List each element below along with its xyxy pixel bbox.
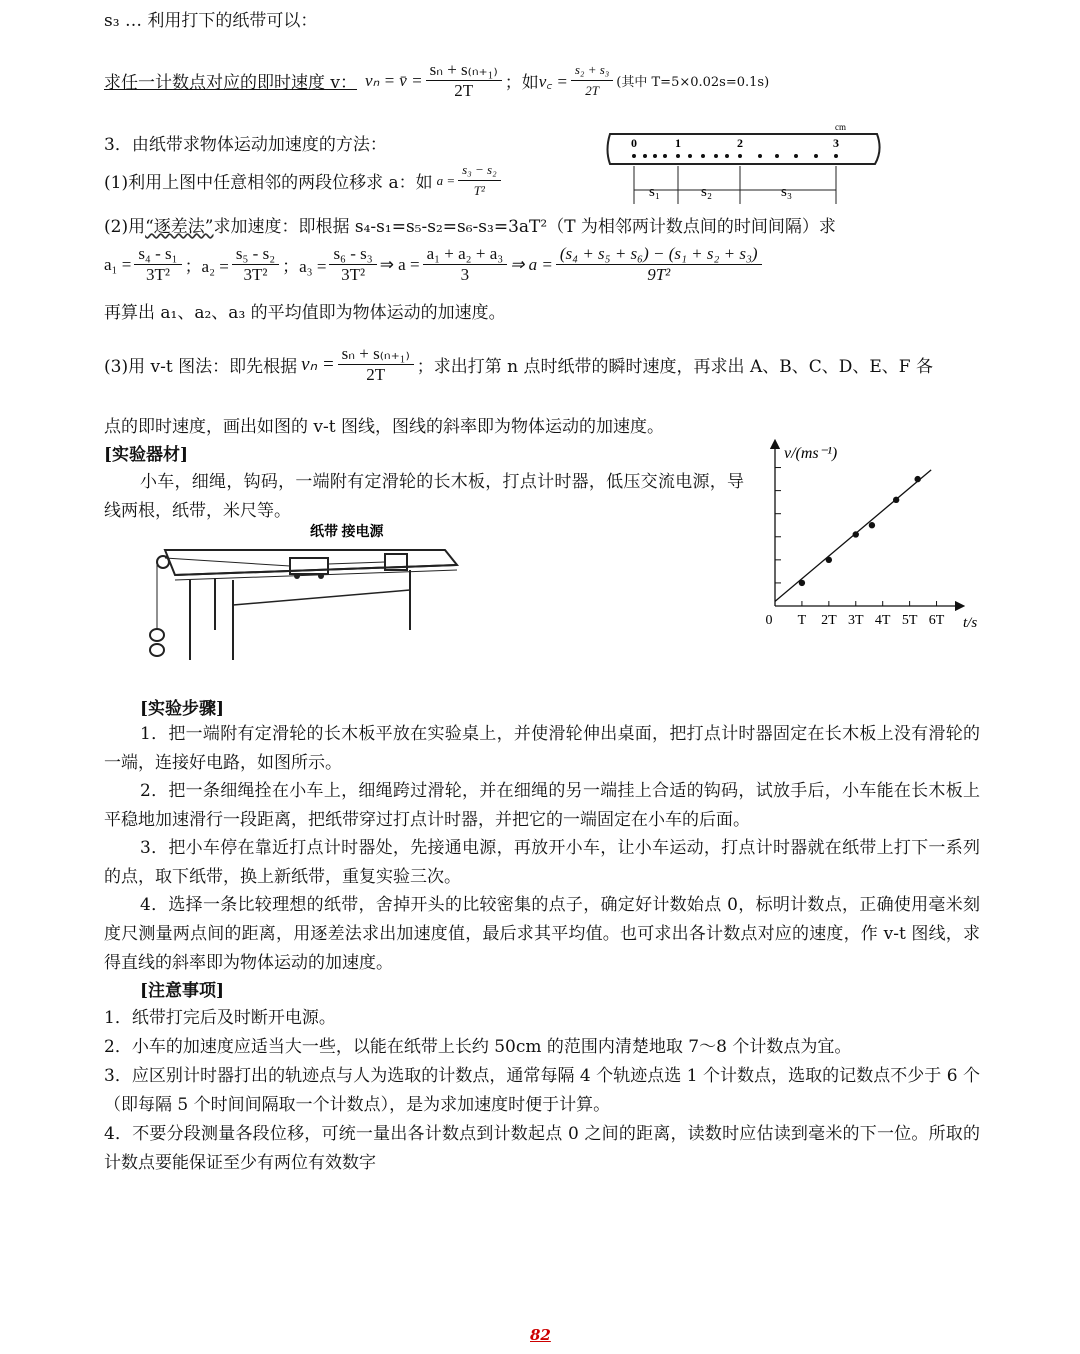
note-3: 3．应区别计时器打出的轨迹点与人为选取的计数点，通常每隔 4 个轨迹点选 1 个计数点，选取的记数点不少于 6 个（即每隔 5 个时间间隔取一个计数点），是为求加速度时便于计算。 <box>104 1066 980 1115</box>
method3-num: sₙ + s₍ₙ₊₁₎ <box>338 344 414 365</box>
final-num: (s₄ + s₅ + s₆) − (s₁ + s₂ + s₃) <box>556 244 762 265</box>
method2-prefix: (2)用 <box>104 217 146 237</box>
weight-1 <box>150 629 164 641</box>
final-den: 9T² <box>647 265 671 284</box>
a2-lhs: ；a₂ = <box>184 257 229 276</box>
a2-num: s₅ - s₂ <box>232 244 279 265</box>
page-number: 82 <box>530 1326 551 1344</box>
vc-lhs: v꜀ = <box>538 72 568 91</box>
method1-num: s₃ − s₂ <box>458 160 500 181</box>
method2-line <box>104 212 836 237</box>
materials-title: [实验器材] <box>104 445 189 465</box>
a1-lhs: a₁ = <box>104 254 132 274</box>
data-point <box>853 531 859 537</box>
method3-lhs: vₙ = <box>301 354 335 375</box>
a1-num: s₄ - s₁ <box>134 244 181 265</box>
avg-den: 3 <box>460 265 470 284</box>
vc-num: s₂ + s₃ <box>571 60 613 81</box>
x-tick-label: 5T <box>901 613 918 628</box>
method3-prefix: (3)用 v-t 图法：即先根据 <box>104 357 298 377</box>
y-axis-label: v/(ms⁻¹) <box>784 445 838 462</box>
avg-num: a₁ + a₂ + a₃ <box>423 244 508 265</box>
tape-segment-s3: s₃ <box>781 184 793 200</box>
apparatus-label: 纸带 接电源 <box>310 525 384 540</box>
vc-den: 2T <box>585 83 599 98</box>
method3-rest: ；求出打第 n 点时纸带的瞬时速度，再求出 A、B、C、D、E、F 各 <box>416 357 933 377</box>
x-tick-label: 3T <box>847 613 864 628</box>
step-2: 2．把一条细绳拴在小车上，细绳跨过滑轮，并在细绳的另一端挂上合适的钩码，试放手后，小车能在长木板上平稳地加速滑行一段距离，把纸带穿过打点计时器，并把它的一端固定在小车的后面。 <box>104 781 980 830</box>
arrow1: ⇒ a = <box>379 254 420 274</box>
tape-segment-s1: s₁ <box>649 184 661 200</box>
weight-2 <box>150 644 164 656</box>
data-point <box>914 476 920 482</box>
method3-fraction <box>338 344 414 385</box>
vc-fraction <box>571 60 613 101</box>
step-1: 1．把一端附有定滑轮的长木板平放在实验桌上，并使滑轮伸出桌面，把打点计时器固定在长木板上没有滑轮的一端，连接好电路，如图所示。 <box>104 724 980 773</box>
tape-dots <box>632 154 838 158</box>
pulley <box>157 556 169 568</box>
velocity-label: 求任一计数点对应的即时速度 v： <box>104 73 358 93</box>
materials-text: 小车，细绳，钩码，一端附有定滑轮的长木板，打点计时器，低压交流电源，导线两根，纸带，米尺等。 <box>104 472 744 521</box>
a3-fraction <box>329 244 376 285</box>
a3-num: s₆ - s₃ <box>329 244 376 265</box>
data-point <box>869 522 875 528</box>
method3-line2: 点的即时速度，画出如图的 v-t 图线，图线的斜率即为物体运动的加速度。 <box>104 417 664 437</box>
arrow2: ⇒ a = <box>510 254 553 274</box>
paper-tape-diagram <box>605 120 885 212</box>
velocity-den: 2T <box>454 81 474 100</box>
velocity-mid: ；如 <box>504 73 539 93</box>
x-tick-label: 6T <box>928 613 945 628</box>
a3-lhs: ；a₃ = <box>282 257 327 276</box>
a3-den: 3T² <box>341 265 366 284</box>
data-point <box>826 557 832 563</box>
velocity-lhs: vₙ = v̄ = <box>365 70 423 90</box>
method2-after: 再算出 a₁、a₂、a₃ 的平均值即为物体运动的加速度。 <box>104 303 506 323</box>
x-tick-label: T <box>797 613 807 628</box>
final-fraction <box>556 244 762 285</box>
table-rail <box>233 590 410 605</box>
notes-title: [注意事项] <box>140 981 225 1001</box>
velocity-formula <box>104 60 769 101</box>
method2-term: “逐差法” <box>145 217 214 237</box>
apparatus-diagram <box>145 520 465 670</box>
a1-den: 3T² <box>145 265 170 284</box>
tape-mark-0: 0 <box>631 136 637 150</box>
y-ticks <box>775 468 781 583</box>
method1-lhs: a = <box>436 172 456 188</box>
tape-segment-s2: s₂ <box>701 184 713 200</box>
method2-text: 求加速度：即根据 s₄-s₁=s₅-s₂=s₆-s₃=3aT²（T 为相邻两计数点间的时间间隔）求 <box>213 217 836 237</box>
tape-mark-3: 3 <box>833 136 839 150</box>
top-line: s₃ … 利用打下的纸带可以： <box>104 11 318 31</box>
x-tick-label: 2T <box>821 613 837 628</box>
method1-text: (1)利用上图中任意相邻的两段位移求 a：如 <box>104 173 433 193</box>
x-tick-labels <box>766 601 945 628</box>
avg-fraction <box>423 244 508 285</box>
section3-heading: 3．由纸带求物体运动加速度的方法： <box>104 135 387 155</box>
velocity-num: sₙ + s₍ₙ₊₁₎ <box>426 60 502 81</box>
note-2: 2．小车的加速度应适当大一些，以能在纸带上长约 50cm 的范围内清楚地取 7～8 个计数点为宜。 <box>104 1037 852 1057</box>
cart-wheel-1 <box>294 573 300 579</box>
a1-fraction <box>134 244 181 285</box>
method2-formulas <box>104 244 765 285</box>
paper-tape <box>328 562 385 564</box>
string <box>165 558 290 566</box>
method1-den: T² <box>473 183 485 198</box>
method3-den: 2T <box>366 365 386 384</box>
steps-title: [实验步骤] <box>140 699 225 719</box>
tape-unit: cm <box>835 122 846 132</box>
tape-mark-2: 2 <box>737 136 743 150</box>
a2-den: 3T² <box>243 265 268 284</box>
note-4: 4．不要分段测量各段位移，可统一量出各计数点到计数起点 0 之间的距离，读数时应估读到毫米的下一位。所取的计数点要能保证至少有两位有效数字 <box>104 1124 980 1173</box>
a2-fraction <box>232 244 279 285</box>
tape-mark-1: 1 <box>675 136 681 150</box>
period-note: (其中 T=5×0.02s=0.1s) <box>616 75 770 90</box>
cart-wheel-2 <box>318 573 324 579</box>
data-points <box>799 476 921 586</box>
data-point <box>893 497 899 503</box>
vt-chart <box>755 436 995 636</box>
x-axis-label: t/s <box>963 615 978 631</box>
data-point <box>799 580 805 586</box>
x-tick-label: 0 <box>765 613 773 628</box>
velocity-fraction <box>426 60 502 101</box>
method1 <box>104 160 504 201</box>
method3-line <box>104 344 933 385</box>
step-4: 4．选择一条比较理想的纸带，舍掉开头的比较密集的点子，确定好计数始点 0，标明计数点，正确使用毫米刻度尺测量两点间的距离，用逐差法求出加速度值，最后求其平均值。也可求出各计数点对应的速度，作 v-t 图线，求得直线的斜率即为物体运动的加速度。 <box>104 895 980 973</box>
step-3: 3．把小车停在靠近打点计时器处，先接通电源，再放开小车，让小车运动，打点计时器就在纸带上打下一系列的点，取下纸带，换上新纸带，重复实验三次。 <box>104 838 980 887</box>
x-tick-label: 4T <box>874 613 891 628</box>
method1-fraction <box>458 160 500 201</box>
note-1: 1．纸带打完后及时断开电源。 <box>104 1008 336 1028</box>
